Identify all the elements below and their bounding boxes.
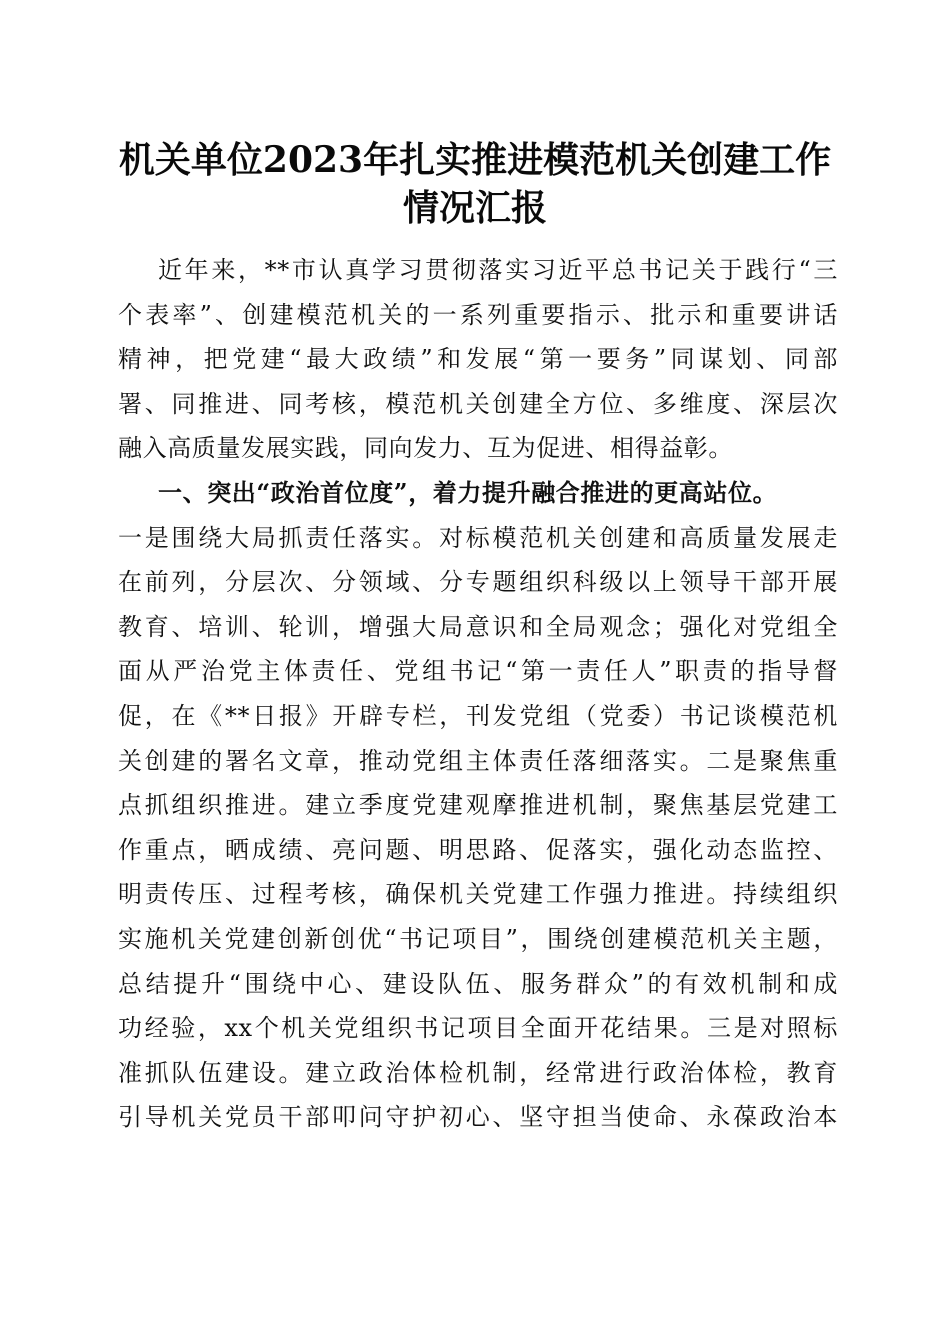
intro-line: 精神，把党建“最大政绩”和发展“第一要务”同谋划、同部 bbox=[118, 345, 838, 374]
section-line: 关创建的署名文章，推动党组主体责任落细落实。二是聚焦重 bbox=[118, 746, 838, 775]
intro-line: 个表率”、创建模范机关的一系列重要指示、批示和重要讲话 bbox=[118, 300, 838, 329]
section-line: 面从严治党主体责任、党组书记“第一责任人”职责的指导督 bbox=[118, 657, 838, 686]
section-paragraph bbox=[118, 516, 838, 1140]
section-line: 一是围绕大局抓责任落实。对标模范机关创建和高质量发展走 bbox=[118, 523, 838, 552]
section-line: 作重点，晒成绩、亮问题、明思路、促落实，强化动态监控、 bbox=[118, 835, 838, 864]
section-line: 促，在《**日报》开辟专栏，刊发党组（党委）书记谈模范机 bbox=[118, 701, 838, 730]
section-line: 实施机关党建创新创优“书记项目”，围绕创建模范机关主题， bbox=[118, 924, 838, 953]
section-heading: 一、突出“政治首位度”，着力提升融合推进的更高站位。 bbox=[158, 477, 778, 507]
title-line-1: 机关单位2023年扎实推进模范机关创建工作 bbox=[118, 139, 832, 181]
title-line-2: 情况汇报 bbox=[402, 187, 547, 229]
section-line: 总结提升“围绕中心、建设队伍、服务群众”的有效机制和成 bbox=[118, 969, 838, 998]
section-line: 点抓组织推进。建立季度党建观摩推进机制，聚焦基层党建工 bbox=[118, 791, 838, 820]
section-line: 引导机关党员干部叩问守护初心、坚守担当使命、永葆政治本 bbox=[118, 1103, 838, 1132]
section-line: 准抓队伍建设。建立政治体检机制，经常进行政治体检，教育 bbox=[118, 1058, 838, 1087]
intro-line: 署、同推进、同考核，模范机关创建全方位、多维度、深层次 bbox=[118, 389, 838, 418]
section-line: 在前列，分层次、分领域、分专题组织科级以上领导干部开展 bbox=[118, 568, 838, 597]
document-body bbox=[118, 248, 838, 1140]
intro-paragraph bbox=[118, 248, 838, 471]
section-line: 明责传压、过程考核，确保机关党建工作强力推进。持续组织 bbox=[118, 880, 838, 909]
section-line: 功经验，xx个机关党组织书记项目全面开花结果。三是对照标 bbox=[118, 1014, 838, 1043]
intro-line: 融入高质量发展实践，同向发力、互为促进、相得益彰。 bbox=[118, 434, 733, 463]
document-title bbox=[110, 136, 840, 232]
intro-line: 近年来，**市认真学习贯彻落实习近平总书记关于践行“三 bbox=[158, 256, 838, 284]
section-line: 教育、培训、轮训，增强大局意识和全局观念；强化对党组全 bbox=[118, 612, 838, 641]
